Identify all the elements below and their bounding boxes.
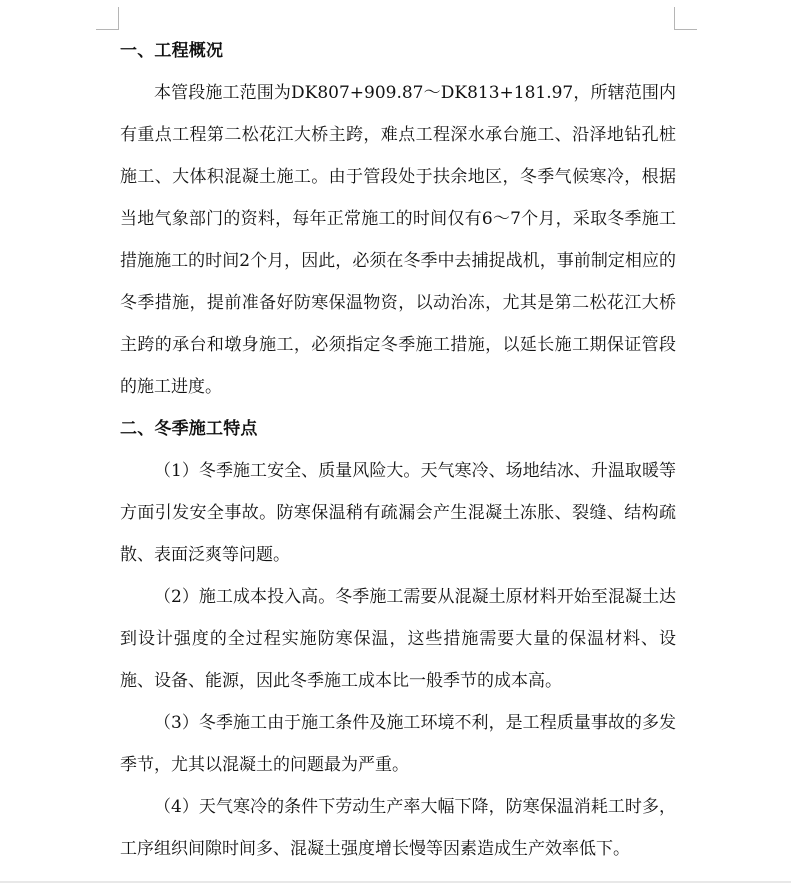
- feature-item-3: （3）冬季施工由于施工条件及施工环境不利，是工程质量事故的多发季节，尤其以混凝土的问题最为严重。: [120, 713, 676, 775]
- margin-corner-top-left: [96, 7, 119, 30]
- section-heading-winter-features: 二、冬季施工特点: [120, 419, 258, 439]
- overview-paragraph: 本管段施工范围为DK807+909.87～DK813+181.97，所辖范围内有重点工程第二松花江大桥主跨，难点工程深水承台施工、沿泽地钻孔桩施工、大体积混凝土施工。由于管段处于扶余地区，冬季气候寒冷，根据当地气象部门的资料，每年正常施工的时间仅有6～7个月，采取冬季施工措施施工的时间2个月，因此，必须在冬季中去捕捉战机，事前制定相应的冬季措施，提前准备好防寒保温物资，以动治冻，尤其是第二松花江大桥主跨的承台和墩身施工，必须指定冬季施工措施，以延长施工期保证管段的施工进度。: [120, 83, 676, 397]
- feature-item-4: （4）天气寒冷的条件下劳动生产率大幅下降，防寒保温消耗工时多，工序组织间隙时间多、混凝土强度增长慢等因素造成生产效率低下。: [120, 797, 676, 859]
- margin-corner-top-right: [674, 7, 697, 30]
- feature-item-1: （1）冬季施工安全、质量风险大。天气寒冷、场地结冰、升温取暖等方面引发安全事故。防寒保温稍有疏漏会产生混凝土冻胀、裂缝、结构疏散、表面泛爽等问题。: [120, 461, 676, 565]
- document-body[interactable]: [120, 30, 676, 870]
- section-heading-overview: 一、工程概况: [120, 41, 224, 61]
- feature-item-2: （2）施工成本投入高。冬季施工需要从混凝土原材料开始至混凝土达到设计强度的全过程实施防寒保温，这些措施需要大量的保温材料、设施、设备、能源，因此冬季施工成本比一般季节的成本高。: [120, 587, 676, 691]
